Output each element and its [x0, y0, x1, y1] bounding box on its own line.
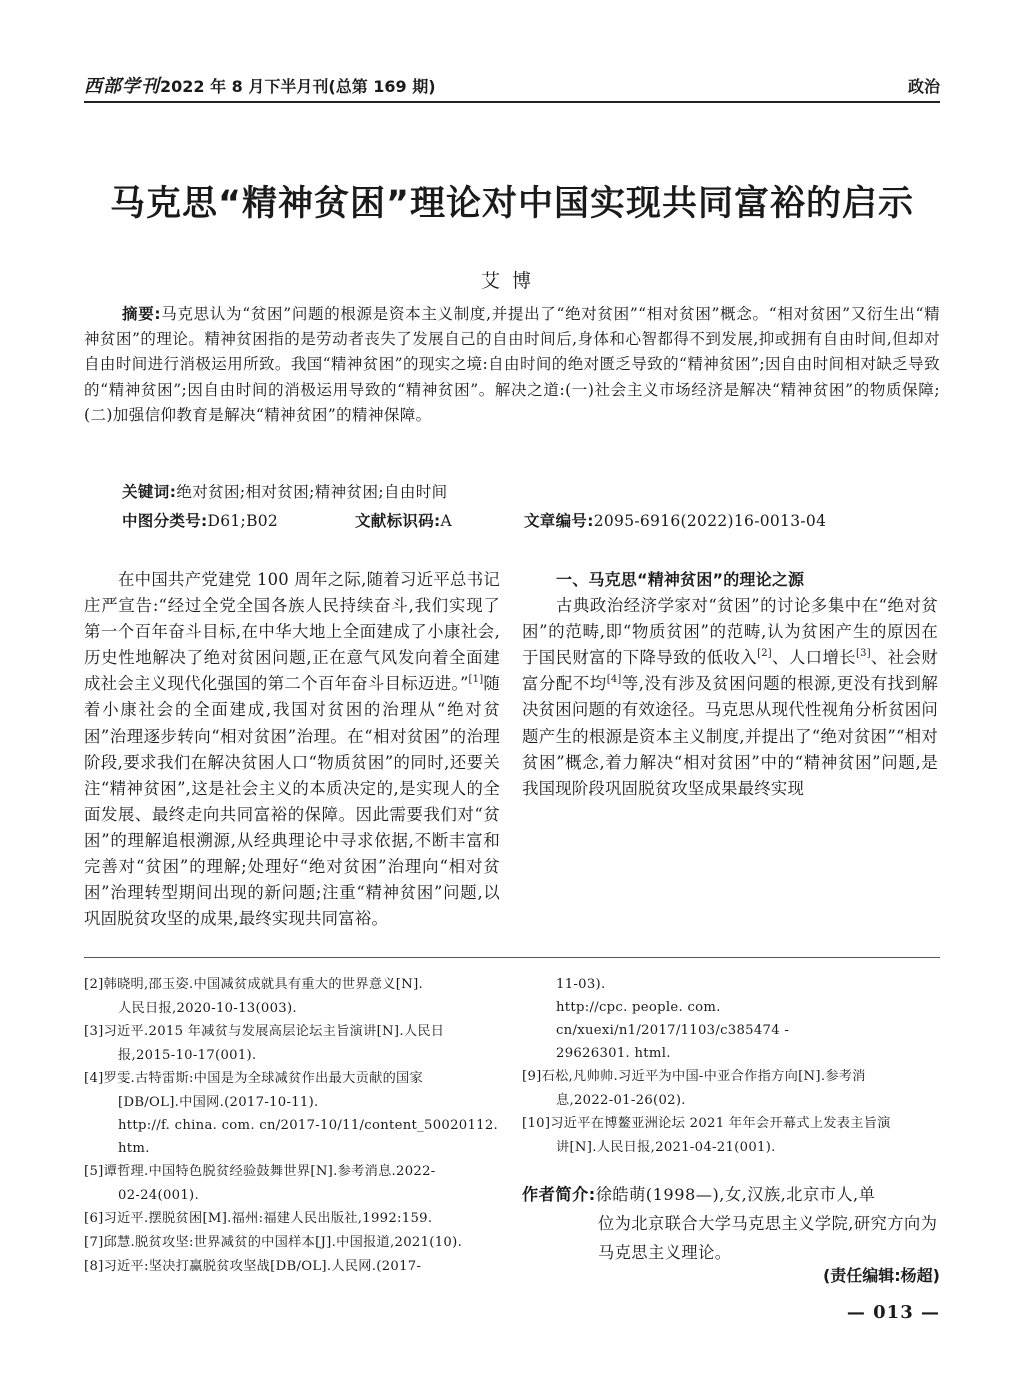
- author-bio-line1: 徐皓萌(1998—),女,汉族,北京市人,单: [595, 1185, 876, 1204]
- body-column-left: [84, 567, 500, 932]
- article-value: 2095-6916(2022)16-0013-04: [593, 512, 827, 530]
- clc-value: D61;B02: [207, 512, 279, 530]
- reference-continuation: [DB/OL].中国网.(2017-10-11).: [118, 1095, 319, 1110]
- header-rule: [84, 101, 940, 103]
- section-heading-1: 一、马克思“精神贫困”的理论之源: [556, 570, 805, 589]
- reference-entry: [10]习近平在博鳌亚洲论坛 2021 年年会开幕式上发表主旨演: [522, 1116, 891, 1131]
- abstract-label: 摘要:: [122, 305, 161, 323]
- reference-continuation: 02-24(001).: [118, 1188, 199, 1203]
- reference-entry: [8]习近平:坚决打赢脱贫攻坚战[DB/OL].人民网.(2017-: [84, 1259, 422, 1274]
- author-bio-rest: 位为北京联合大学马克思主义学院,研究方向为马克思主义理论。: [598, 1214, 938, 1262]
- reference-entry: [5]谭哲理.中国特色脱贫经验鼓舞世界[N].参考消息.2022-: [84, 1164, 436, 1179]
- author-bio-label: 作者简介:: [522, 1185, 596, 1204]
- citation-3: [3]: [856, 648, 871, 660]
- reference-entry: [6]习近平.摆脱贫困[M].福州:福建人民出版社,1992:159.: [84, 1211, 433, 1226]
- citation-1: [1]: [468, 674, 484, 686]
- clc-number: [122, 509, 278, 534]
- author-bio: [522, 1180, 940, 1267]
- citation-2: [2]: [757, 648, 772, 660]
- article-label: 文章编号:: [524, 512, 594, 530]
- body-paragraph-theory: 古典政治经济学家对“贫困”的讨论多集中在“绝对贫困”的范畴,即“物质贫困”的范畴,认为贫困产生的原因在于国民财富的下降导致的低收入[2]、人口增长[3]、社会财富分配不均[4]等,没有涉及贫困问题的根源,更没有找到解决贫困问题的有效途径。马克思从现代性视角分析贫困问题产生的根源是资本主义制度,并提出了“绝对贫困”“相对贫困”概念,着力解决“相对贫困”中的“精神贫困”问题,是我国现阶段巩固脱贫攻坚成果最终实现: [522, 596, 938, 798]
- references-left: [84, 973, 502, 1279]
- reference-entry: [7]邱慧.脱贫攻坚:世界减贫的中国样本[J].中国报道,2021(10).: [84, 1235, 463, 1250]
- keywords-label: 关键词:: [122, 483, 177, 501]
- reference-continuation: 报,2015-10-17(001).: [118, 1048, 257, 1063]
- clc-label: 中图分类号:: [122, 512, 208, 530]
- reference-continuation: 29626301. html.: [556, 1046, 671, 1061]
- section-label: 政治: [907, 77, 940, 96]
- reference-continuation: 讲[N].人民日报,2021-04-21(001).: [556, 1140, 776, 1155]
- document-code: [355, 509, 452, 534]
- page-number: — 013 —: [846, 1302, 940, 1323]
- reference-entry: [2]韩晓明,邵玉姿.中国减贫成就具有重大的世界意义[N].: [84, 977, 424, 992]
- article-title: 马克思“精神贫困”理论对中国实现共同富裕的启示: [109, 184, 914, 224]
- running-header: [84, 72, 940, 98]
- reference-continuation: 息,2022-01-26(02).: [556, 1093, 686, 1108]
- abstract: [84, 302, 940, 428]
- reference-continuation: 人民日报,2020-10-13(003).: [118, 1001, 297, 1016]
- references-right: [522, 973, 940, 1159]
- keywords: [122, 480, 448, 505]
- journal-issue: 2022 年 8 月下半月刊(总第 169 期): [160, 77, 436, 96]
- reference-continuation: 11-03).: [556, 977, 606, 992]
- doc-label: 文献标识码:: [355, 512, 441, 530]
- reference-entry: [4]罗雯.古特雷斯:中国是为全球减贫作出最大贡献的国家: [84, 1071, 424, 1086]
- abstract-text: 马克思认为“贫困”问题的根源是资本主义制度,并提出了“绝对贫困”“相对贫困”概念。“相对贫困”又衍生出“精神贫困”的理论。精神贫困指的是劳动者丧失了发展自己的自由时间后,身体和心智都得不到发展,抑或拥有自由时间,但却对自由时间进行消极运用所致。我国“精神贫困”的现实之境:自由时间的绝对匮乏导致的“精神贫困”;因自由时间相对缺乏导致的“精神贫困”;因自由时间的消极运用导致的“精神贫困”。解决之道:(一)社会主义市场经济是解决“精神贫困”的物质保障;(二)加强信仰教育是解决“精神贫困”的精神保障。: [84, 305, 940, 424]
- journal-logo: 西部学刊: [84, 76, 160, 97]
- reference-continuation: http://f. china. com. cn/2017-10/11/content_50020112. htm.: [118, 1118, 499, 1156]
- reference-entry: [9]石松,凡帅帅.习近平为中国-中亚合作指方向[N].参考消: [522, 1069, 866, 1084]
- citation-4: [4]: [606, 674, 622, 686]
- keywords-text: 绝对贫困;相对贫困;精神贫困;自由时间: [176, 483, 448, 501]
- body-paragraph-intro: 在中国共产党建党 100 周年之际,随着习近平总书记庄严宣告:“经过全党全国各族人民持续奋斗,我们实现了第一个百年奋斗目标,在中华大地上全面建成了小康社会,历史性地解决了绝对贫困问题,正在意气风发向着全面建成社会主义现代化强国的第二个百年奋斗目标迈进。”[1]随着小康社会的全面建成,我国对贫困的治理从“绝对贫困”治理逐步转向“相对贫困”治理。在“相对贫困”的治理阶段,要求我们在解决贫困人口“物质贫困”的同时,还要关注“精神贫困”,这是社会主义的本质决定的,是实现人的全面发展、最终走向共同富裕的保障。因此需要我们对“贫困”的理解追根溯源,从经典理论中寻求依据,不断丰富和完善对“贫困”的理解;处理好“绝对贫困”治理向“相对贫困”治理转型期间出现的新问题;注重“精神贫困”问题,以巩固脱贫攻坚的成果,最终实现共同富裕。: [84, 570, 500, 929]
- reference-continuation: http://cpc. people. com. cn/xuexi/n1/2017/1103/c385474 -: [556, 1000, 790, 1038]
- doc-value: A: [440, 512, 452, 530]
- body-column-right: [522, 567, 938, 802]
- reference-entry: [3]习近平.2015 年减贫与发展高层论坛主旨演讲[N].人民日: [84, 1024, 445, 1039]
- footnote-rule: [84, 957, 940, 958]
- article-number: [524, 509, 826, 534]
- responsible-editor: (责任编辑:杨超): [822, 1266, 940, 1285]
- author-name: 艾博: [480, 270, 543, 292]
